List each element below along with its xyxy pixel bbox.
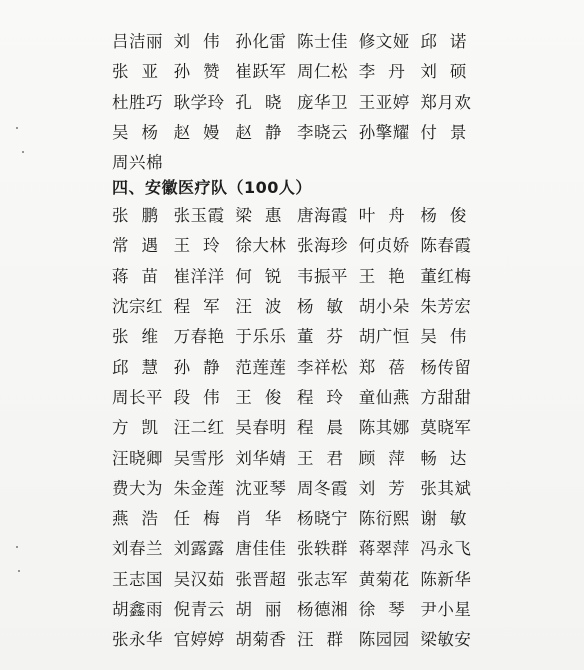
section-heading: 四、安徽医疗队（100人） — [112, 178, 312, 197]
person-name: 朱芳宏 — [420, 297, 472, 317]
person-name: 张晋超 — [235, 569, 287, 589]
person-name: 胡广恒 — [358, 327, 410, 347]
person-name: 张轶群 — [297, 539, 349, 559]
person-name: 王君 — [297, 448, 357, 468]
person-name: 汪二红 — [173, 418, 225, 438]
person-name: 杨德湘 — [297, 600, 349, 619]
person-name: 张其斌 — [420, 478, 472, 498]
person-name: 周仁松 — [297, 62, 349, 82]
person-name: 胡小朵 — [358, 297, 410, 317]
person-name: 张海珍 — [297, 236, 349, 256]
person-name: 陈春霞 — [420, 236, 472, 256]
person-name: 杜胜巧 — [112, 92, 163, 112]
person-name: 胡菊香 — [235, 630, 287, 650]
person-name: 王志国 — [112, 569, 163, 589]
person-name: 刘硕 — [420, 62, 480, 82]
person-name: 刘伟 — [173, 32, 233, 52]
person-name: 徐大林 — [235, 236, 287, 256]
name-row — [112, 472, 482, 502]
person-name: 李祥松 — [297, 357, 349, 377]
name-row — [112, 350, 482, 380]
person-name: 孙化雷 — [235, 32, 287, 52]
person-name: 方甜甜 — [420, 387, 472, 407]
person-name: 杨晓宁 — [297, 509, 349, 529]
name-row — [112, 623, 482, 653]
person-name: 童仙燕 — [358, 387, 410, 407]
person-name: 徐琴 — [358, 600, 418, 619]
person-name: 吕洁丽 — [112, 32, 163, 52]
person-name: 崔洋洋 — [173, 266, 225, 286]
person-name: 汪群 — [297, 630, 357, 650]
person-name: 李晓云 — [297, 123, 349, 143]
person-name: 郑蓓 — [358, 357, 418, 377]
name-row — [112, 532, 482, 562]
name-list-anhui-team — [112, 199, 482, 653]
person-name: 韦振平 — [297, 266, 349, 286]
person-name: 燕浩 — [112, 509, 171, 529]
person-name: 杨俊 — [420, 206, 480, 226]
person-name: 于乐乐 — [235, 327, 287, 347]
person-name: 蒋翠萍 — [358, 539, 410, 559]
name-row — [112, 290, 482, 320]
person-name: 张亚 — [112, 62, 171, 82]
person-name: 陈其娜 — [358, 418, 410, 438]
person-name: 杨敏 — [297, 297, 357, 317]
person-name: 耿学玲 — [173, 92, 225, 112]
person-name: 赵嫚 — [173, 123, 233, 143]
person-name: 沈亚琴 — [235, 478, 287, 498]
person-name: 张永华 — [112, 630, 163, 650]
person-name: 莫晓军 — [420, 418, 472, 438]
person-name: 王玲 — [173, 236, 233, 256]
person-name: 孙赞 — [173, 62, 233, 82]
name-row — [112, 563, 482, 593]
person-name: 庞华卫 — [297, 92, 349, 112]
person-name: 张维 — [112, 327, 171, 347]
person-name: 崔跃军 — [235, 62, 287, 82]
person-name: 孙静 — [173, 357, 233, 377]
person-name: 周兴棉 — [112, 153, 163, 173]
person-name: 唐海霞 — [297, 206, 349, 226]
person-name: 吴杨 — [112, 123, 171, 143]
person-name: 程军 — [173, 297, 233, 317]
person-name: 王艳 — [358, 266, 418, 286]
person-name: 朱金莲 — [173, 478, 225, 498]
person-name: 黄菊花 — [358, 569, 410, 589]
person-name: 刘春兰 — [112, 539, 163, 559]
person-name: 邱诺 — [420, 32, 480, 52]
name-row — [112, 593, 482, 623]
person-name: 冯永飞 — [420, 539, 472, 559]
person-name: 董红梅 — [420, 266, 472, 286]
person-name: 刘露露 — [173, 539, 225, 559]
name-row — [112, 199, 482, 229]
name-row — [112, 411, 482, 441]
person-name: 段伟 — [173, 387, 233, 407]
person-name: 杨传留 — [420, 357, 472, 377]
name-row — [112, 146, 482, 176]
person-name: 肖华 — [235, 509, 295, 529]
person-name: 陈新华 — [420, 569, 472, 589]
person-name: 费大为 — [112, 478, 163, 498]
person-name: 吴春明 — [235, 418, 287, 438]
person-name: 周长平 — [112, 387, 163, 407]
person-name: 张志军 — [297, 569, 349, 589]
person-name: 张鹏 — [112, 206, 171, 226]
name-row — [112, 502, 482, 532]
person-name: 李丹 — [358, 62, 418, 82]
name-row — [112, 55, 482, 85]
person-name: 邱慧 — [112, 357, 171, 377]
person-name: 方凯 — [112, 418, 171, 438]
person-name: 吴汉茹 — [173, 569, 225, 589]
person-name: 尹小星 — [420, 600, 472, 619]
person-name: 王俊 — [235, 387, 295, 407]
person-name: 孙擎耀 — [358, 123, 410, 143]
person-name: 梁敏安 — [420, 630, 472, 650]
person-name: 何贞娇 — [358, 236, 410, 256]
person-name: 张玉霞 — [173, 206, 225, 226]
person-name: 董芬 — [297, 327, 357, 347]
person-name: 顾萍 — [358, 448, 418, 468]
person-name: 叶舟 — [358, 206, 418, 226]
margin-mark — [22, 151, 24, 153]
name-row — [112, 320, 482, 350]
person-name: 唐佳佳 — [235, 539, 287, 559]
name-row — [112, 260, 482, 290]
person-name: 修文娅 — [358, 32, 410, 52]
name-row — [112, 86, 482, 116]
name-row — [112, 229, 482, 259]
name-row — [112, 116, 482, 146]
person-name: 孔晓 — [235, 92, 295, 112]
name-row — [112, 441, 482, 471]
person-name: 刘华婧 — [235, 448, 287, 468]
person-name: 常遇 — [112, 236, 171, 256]
person-name: 畅达 — [420, 448, 480, 468]
person-name: 官婷婷 — [173, 630, 225, 650]
person-name: 陈衍熙 — [358, 509, 410, 529]
person-name: 王亚婷 — [358, 92, 410, 112]
person-name: 任梅 — [173, 509, 233, 529]
name-list-top — [112, 25, 482, 176]
name-row — [112, 381, 482, 411]
person-name: 倪青云 — [173, 600, 225, 619]
person-name: 赵静 — [235, 123, 295, 143]
person-name: 胡丽 — [235, 600, 295, 619]
person-name: 吴伟 — [420, 327, 480, 347]
person-name: 万春艳 — [173, 327, 225, 347]
margin-mark — [18, 570, 20, 572]
margin-mark — [16, 127, 18, 129]
person-name: 谢敏 — [420, 509, 480, 529]
person-name: 付景 — [420, 123, 480, 143]
person-name: 范莲莲 — [235, 357, 287, 377]
name-row — [112, 25, 482, 55]
person-name: 沈宗红 — [112, 297, 163, 317]
person-name: 蒋苗 — [112, 266, 171, 286]
person-name: 汪晓卿 — [112, 448, 163, 468]
person-name: 程晨 — [297, 418, 357, 438]
margin-mark — [16, 546, 18, 548]
person-name: 何锐 — [235, 266, 295, 286]
person-name: 陈园园 — [358, 630, 410, 650]
person-name: 陈士佳 — [297, 32, 349, 52]
person-name: 梁惠 — [235, 206, 295, 226]
person-name: 吴雪彤 — [173, 448, 225, 468]
person-name: 胡鑫雨 — [112, 600, 163, 619]
person-name: 刘芳 — [358, 478, 418, 498]
person-name: 周冬霞 — [297, 478, 349, 498]
person-name: 郑月欢 — [420, 92, 472, 112]
person-name: 程玲 — [297, 387, 357, 407]
person-name: 汪波 — [235, 297, 295, 317]
